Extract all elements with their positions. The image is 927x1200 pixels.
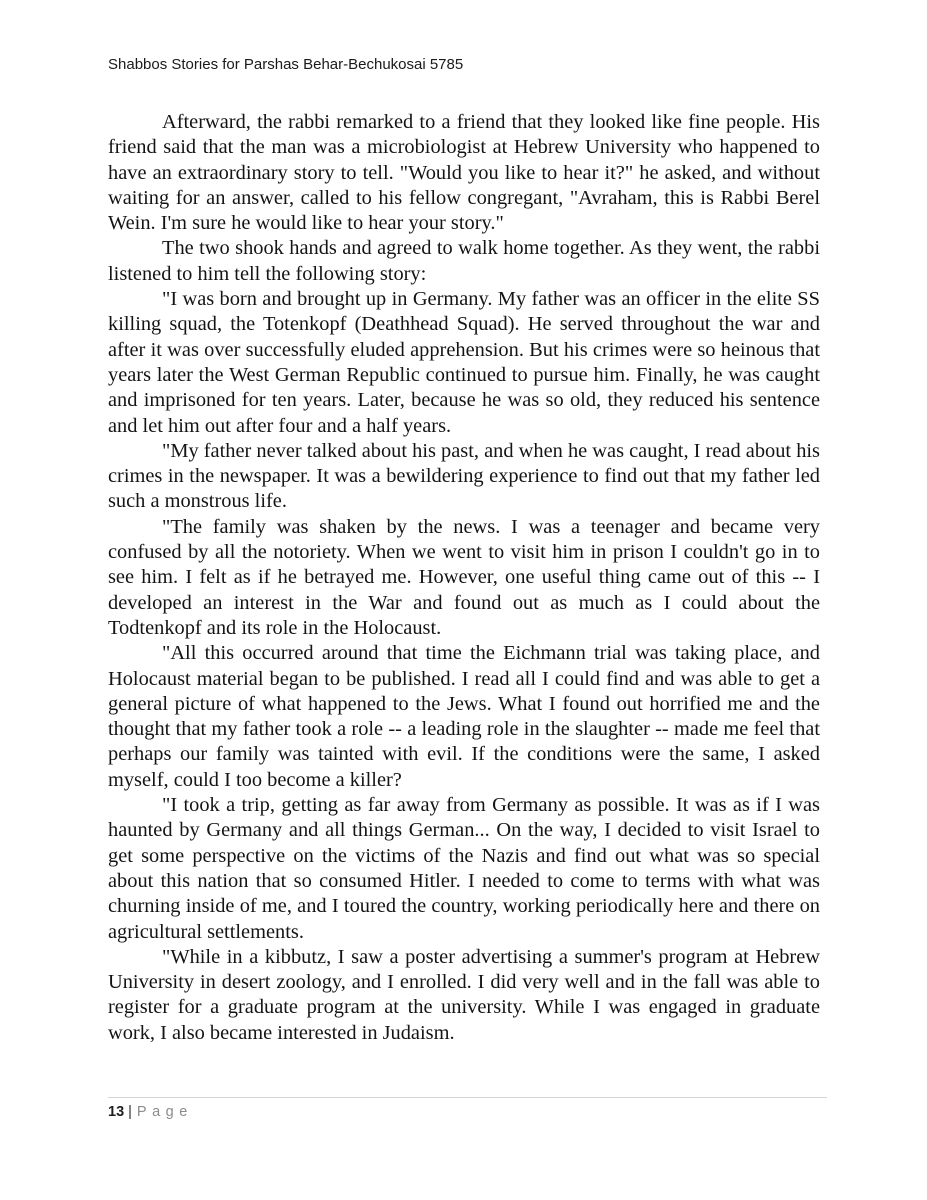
footer-divider	[108, 1097, 827, 1098]
story-paragraph: Afterward, the rabbi remarked to a friend that they looked like fine people. His friend said that the man was a microbiologist at Hebrew University who happened to have an extraordinary story to tell. "Would you like to hear it?" he asked, and without waiting for an answer, called to his fellow congregant, "Avraham, this is Rabbi Berel Wein. I'm sure he would like to hear your story."	[108, 111, 820, 235]
story-paragraph: "The family was shaken by the news. I was a teenager and became very confused by all the notoriety. When we went to visit him in prison I couldn't go in to see him. I felt as if he betrayed me. However, one useful thing came out of this -- I developed an interest in the War and found out as much as I could about the Todtenkopf and its role in the Holocaust.	[108, 515, 820, 639]
story-paragraph: "While in a kibbutz, I saw a poster advertising a summer's program at Hebrew University in desert zoology, and I enrolled. I did very well and in the fall was able to register for a graduate program at the university. While I was engaged in graduate work, I also became interested in Judaism.	[108, 945, 820, 1044]
story-paragraph: "I was born and brought up in Germany. My father was an officer in the elite SS killing squad, the Totenkopf (Deathhead Squad). He served throughout the war and after it was over successfully eluded apprehension. But his crimes were so heinous that years later the West German Republic continued to pursue him. Finally, he was caught and imprisoned for ten years. Later, because he was so old, they reduced his sentence and let him out after four and a half years.	[108, 288, 820, 437]
story-paragraph: "All this occurred around that time the Eichmann trial was taking place, and Holocaust material began to be published. I read all I could find and was able to get a general picture of what happened to the Jews. What I found out horrified me and the thought that my father took a role -- a leading role in the slaughter -- made me feel that perhaps our family was tainted with evil. If the conditions were the same, I asked myself, could I too become a killer?	[108, 642, 820, 791]
footer-separator: |	[128, 1104, 132, 1120]
page-number: 13	[108, 1104, 125, 1120]
story-paragraph: The two shook hands and agreed to walk home together. As they went, the rabbi listened to him tell the following story:	[108, 237, 820, 285]
footer-page-label: Page	[136, 1104, 193, 1120]
document-header-title: Shabbos Stories for Parshas Behar-Bechukosai 5785	[108, 56, 464, 73]
page-footer	[108, 1104, 193, 1120]
story-paragraph: "I took a trip, getting as far away from Germany as possible. It was as if I was haunted by Germany and all things German... On the way, I decided to visit Israel to get some perspective on the victims of the Nazis and find out what was so special about this nation that so consumed Hitler. I needed to come to terms with what was churning inside of me, and I toured the country, working periodically here and there on agricultural settlements.	[108, 794, 820, 943]
story-paragraph: "My father never talked about his past, and when he was caught, I read about his crimes in the newspaper. It was a bewildering experience to find out that my father led such a monstrous life.	[108, 439, 820, 513]
document-body	[108, 110, 820, 1046]
